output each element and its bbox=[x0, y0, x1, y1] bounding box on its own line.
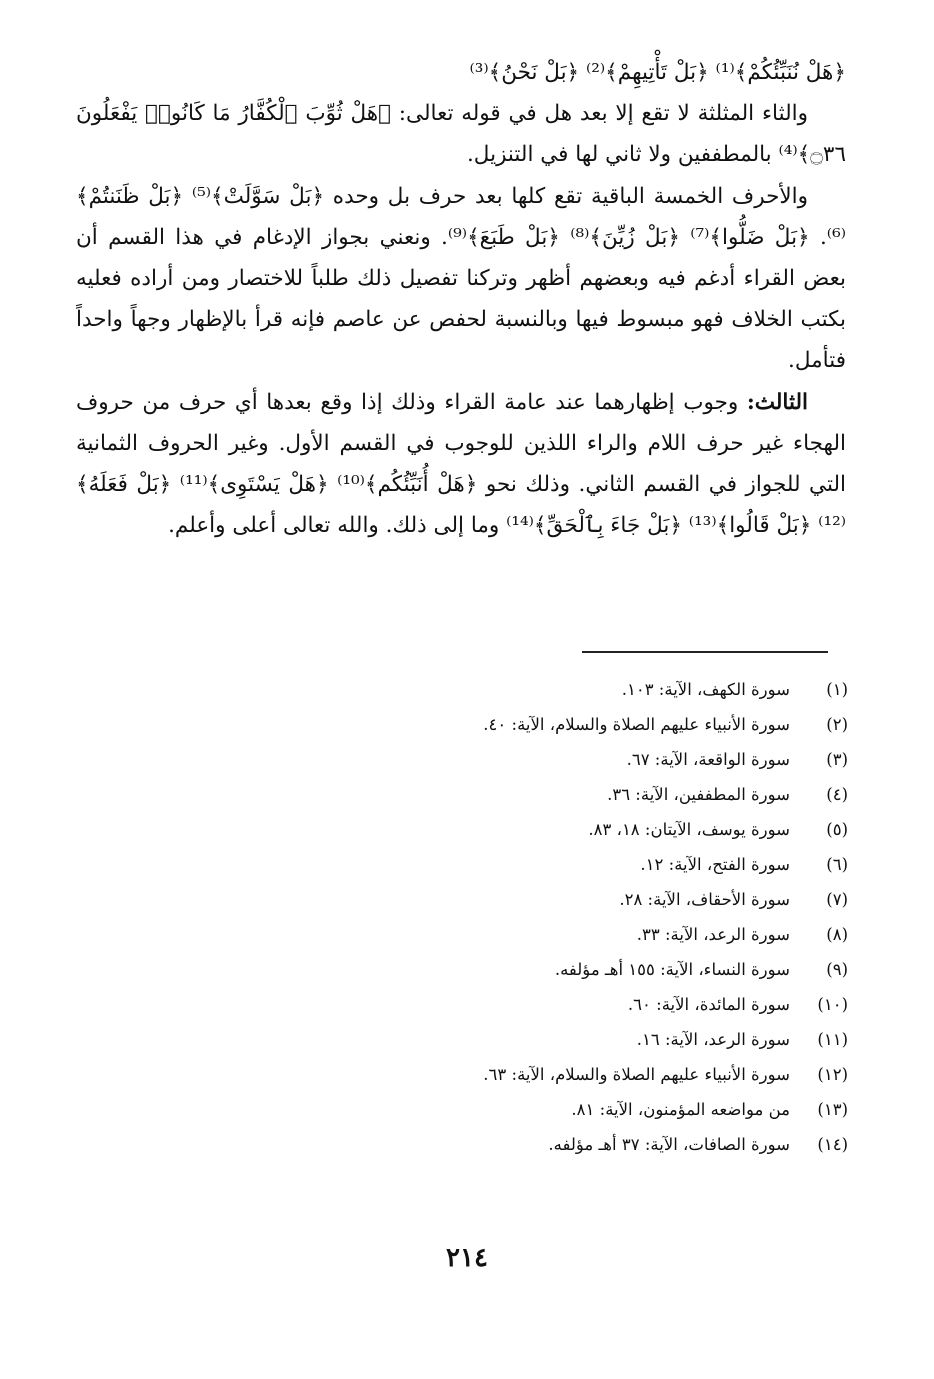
paragraph-tha: والثاء المثلثة لا تقع إلا بعد هل في قوله تعالى: ﴿هَلْ ثُوِّبَ ٱلْكُفَّارُ مَا كَانُوا۟ يَفْعَلُونَ ۝٣٦﴾⁽⁴⁾ بالمطففين ولا ثاني لها في التنزيل. bbox=[76, 101, 846, 168]
footnote bbox=[380, 987, 848, 1022]
footnote-text: سورة النساء، الآية: ١٥٥ أهـ مؤلفه. bbox=[554, 960, 790, 979]
footnote-number: (١١) bbox=[817, 1030, 848, 1049]
footnote-text: سورة الأنبياء عليهم الصلاة والسلام، الآية: ٦٣. bbox=[483, 1065, 790, 1084]
footnote-number: (٩) bbox=[826, 960, 848, 979]
footnote-number: (١٤) bbox=[817, 1135, 848, 1154]
footnote-number: (٨) bbox=[826, 925, 848, 944]
footnote bbox=[380, 777, 848, 812]
footnote bbox=[380, 1127, 848, 1162]
footnote bbox=[380, 882, 848, 917]
footnote-separator bbox=[582, 651, 828, 653]
footnote-number: (١٣) bbox=[817, 1100, 848, 1119]
footnote-text: سورة الواقعة، الآية: ٦٧. bbox=[626, 750, 790, 769]
main-text bbox=[76, 52, 846, 546]
verse-examples-line: ﴿هَلْ نُنَبِّئُكُمْ﴾⁽¹⁾ ﴿بَلْ تَأْتِيهِمْ﴾⁽²⁾ ﴿بَلْ نَحْنُ﴾⁽³⁾ bbox=[469, 60, 846, 85]
footnote-text: سورة المائدة، الآية: ٦٠. bbox=[627, 995, 790, 1014]
footnote-text: سورة الكهف، الآية: ١٠٣. bbox=[621, 680, 790, 699]
footnote-text: سورة الصافات، الآية: ٣٧ أهـ مؤلفه. bbox=[548, 1135, 790, 1154]
footnote bbox=[380, 847, 848, 882]
footnote-number: (١) bbox=[826, 680, 848, 699]
footnote-text: سورة الفتح، الآية: ١٢. bbox=[640, 855, 790, 874]
footnote bbox=[380, 1092, 848, 1127]
footnote-number: (٤) bbox=[826, 785, 848, 804]
footnote-text: من مواضعه المؤمنون، الآية: ٨١. bbox=[571, 1100, 790, 1119]
footnote-text: سورة الأحقاف، الآية: ٢٨. bbox=[619, 890, 790, 909]
footnote-text: سورة يوسف، الآيتان: ١٨، ٨٣. bbox=[588, 820, 790, 839]
paragraph-five-letters: والأحرف الخمسة الباقية تقع كلها بعد حرف بل وحده ﴿بَلْ سَوَّلَتْ﴾⁽⁵⁾ ﴿بَلْ ظَنَنتُمْ﴾⁽⁶⁾. ﴿بَلْ ضَلُّوا﴾⁽⁷⁾ ﴿بَلْ زُيِّنَ﴾⁽⁸⁾ ﴿بَلْ طَبَعَ﴾⁽⁹⁾. ونعني بجواز الإدغام في هذا القسم أن بعض القراء أدغم فيه وبعضهم أظهر وتركنا تفصيل ذلك طلباً للاختصار ومن أراده فعليه بكتب الخلاف فهو مبسوط فيها وبالنسبة لحفص عن عاصم فإنه قرأ بالإظهار وجهاً واحداً فتأمل. bbox=[76, 183, 846, 374]
footnote-number: (١٢) bbox=[817, 1065, 848, 1084]
footnote-text: سورة المطففين، الآية: ٣٦. bbox=[607, 785, 790, 804]
footnote bbox=[380, 707, 848, 742]
page-number: ٢١٤ bbox=[446, 1243, 488, 1273]
footnote bbox=[380, 672, 848, 707]
footnote bbox=[380, 952, 848, 987]
paragraph-third-rule bbox=[76, 382, 846, 547]
footnote bbox=[380, 917, 848, 952]
footnote-text: سورة الأنبياء عليهم الصلاة والسلام، الآية: ٤٠. bbox=[483, 715, 790, 734]
footnote-number: (١٠) bbox=[817, 995, 848, 1014]
footnote-number: (٢) bbox=[826, 715, 848, 734]
paragraph-third-rule-text: وجوب إظهارهما عند عامة القراء وذلك إذا وقع بعدها أي حرف من حروف الهجاء غير حرف اللام والراء اللذين للوجوب في القسم الأول. وغير الحروف الثمانية التي للجواز في القسم الثاني. وذلك نحو ﴿هَلْ أُنَبِّئُكُم﴾⁽¹⁰⁾ ﴿هَلْ يَسْتَوِى﴾⁽¹¹⁾ ﴿بَلْ فَعَلَهُ﴾⁽¹²⁾ ﴿بَلْ قَالُوا﴾⁽¹³⁾ ﴿بَلْ جَاءَ بِٱلْحَقِّ﴾⁽¹⁴⁾ وما إلى ذلك. والله تعالى أعلى وأعلم. bbox=[76, 389, 846, 539]
footnote-text: سورة الرعد، الآية: ٣٣. bbox=[636, 925, 790, 944]
footnote bbox=[380, 1022, 848, 1057]
footnote-number: (٧) bbox=[826, 890, 848, 909]
footnotes bbox=[380, 672, 848, 1162]
footnote-text: سورة الرعد، الآية: ١٦. bbox=[636, 1030, 790, 1049]
footnote bbox=[380, 812, 848, 847]
footnote bbox=[380, 1057, 848, 1092]
footnote bbox=[380, 742, 848, 777]
footnote-number: (٥) bbox=[826, 820, 848, 839]
section-heading: الثالث: bbox=[746, 389, 808, 415]
footnote-number: (٦) bbox=[826, 855, 848, 874]
footnote-number: (٣) bbox=[826, 750, 848, 769]
